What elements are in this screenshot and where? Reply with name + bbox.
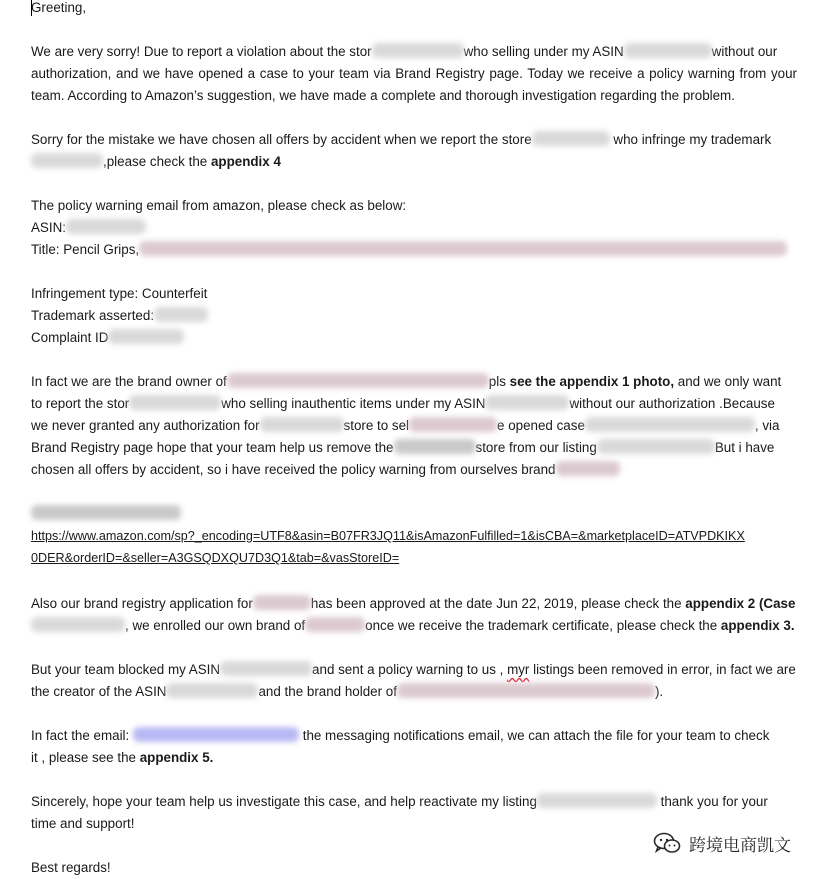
text-segment: Sorry for the mistake we have chosen all offers by accident when we report the store <box>31 132 532 147</box>
redacted-block <box>397 683 655 698</box>
redacted-block <box>485 395 569 410</box>
redacted-block <box>227 373 489 388</box>
paragraph-6-line-1 <box>31 593 797 615</box>
redacted-block <box>66 219 146 234</box>
text-segment: to report the stor <box>31 396 130 411</box>
wechat-logo-icon <box>653 832 681 854</box>
redacted-block <box>597 439 715 454</box>
watermark-text: 跨境电商凯文 <box>689 835 791 856</box>
text-segment: In fact we are the brand owner of <box>31 374 227 389</box>
redacted-block <box>394 439 476 454</box>
paragraph-1-line-1 <box>31 41 797 63</box>
text-segment: Sincerely, hope your team help us investigate this case, and help reactivate my listing <box>31 794 537 809</box>
redacted-block <box>108 329 184 344</box>
paragraph-2-line-2 <box>31 151 797 173</box>
text-segment: and we only want <box>674 374 782 389</box>
text-segment: pls <box>488 374 510 389</box>
text-segment: store from our listing <box>475 440 597 455</box>
text-segment: the messaging notifications email, we can attach the file for your team to check <box>302 728 770 743</box>
redacted-block <box>624 43 712 58</box>
text-segment: authorization, and we have opened a case to your team via Brand Registry page. Today we receive a policy warning from your <box>31 66 797 81</box>
redacted-block <box>260 417 344 432</box>
redacted-block <box>409 417 497 432</box>
text-segment: and sent a policy warning to us , <box>312 662 508 677</box>
text-segment: who selling under my ASIN <box>463 44 624 59</box>
text-segment: has been approved at the date Jun 22, 2019, please check the <box>310 596 686 611</box>
text-segment: Title: Pencil Grips, <box>31 242 140 257</box>
redacted-block <box>31 617 125 632</box>
asin-line <box>31 217 797 239</box>
closing-line <box>31 857 797 879</box>
text-segment: once we receive the trademark certificate, please check the <box>365 618 721 633</box>
infringement-type-line <box>31 283 797 305</box>
redacted-block <box>166 683 258 698</box>
text-segment: Also our brand registry application for <box>31 596 253 611</box>
redacted-block <box>129 395 221 410</box>
greeting-line <box>31 0 797 19</box>
text-segment: thank you for your <box>660 794 768 809</box>
store-url-line-2[interactable] <box>31 547 797 569</box>
paragraph-3-line-1 <box>31 195 797 217</box>
paragraph-2-line-1 <box>31 129 797 151</box>
text-segment: Trademark asserted: <box>31 308 155 323</box>
text-segment: time and support! <box>31 816 135 831</box>
paragraph-7-line-2 <box>31 681 797 703</box>
redacted-block <box>31 505 181 520</box>
text-segment: Infringement type: Counterfeit <box>31 286 208 301</box>
text-segment: listings been removed in error, in fact we are <box>529 662 796 677</box>
complaint-id-line <box>31 327 797 349</box>
text-segment: team. According to Amazon’s suggestion, we have made a complete and thorough investigation regarding the problem. <box>31 88 735 103</box>
redacted-block <box>305 617 365 632</box>
text-segment: store to sel <box>343 418 410 433</box>
text-segment: ASIN: <box>31 220 66 235</box>
store-url-link-continued[interactable]: 0DER&orderID=&seller=A3GSQDXQU7D3Q1&tab=&vasStoreID= <box>31 551 400 565</box>
redacted-block <box>585 417 755 432</box>
text-segment: Brand Registry page hope that your team help us remove the <box>31 440 394 455</box>
redacted-block <box>220 661 312 676</box>
redacted-block <box>537 793 657 808</box>
text-segment: we never granted any authorization for <box>31 418 260 433</box>
appendix-reference: appendix 5. <box>139 750 214 765</box>
paragraph-1-line-2 <box>31 63 797 85</box>
text-segment: We are very sorry! Due to report a violation about the stor <box>31 44 372 59</box>
redacted-block <box>139 241 787 256</box>
text-segment: the creator of the ASIN <box>31 684 167 699</box>
paragraph-8-line-1 <box>31 725 797 747</box>
redacted-block <box>372 43 464 58</box>
redacted-block <box>532 131 610 146</box>
paragraph-9-line-1 <box>31 791 797 813</box>
text-segment: who selling inauthentic items under my ASIN <box>221 396 486 411</box>
misspelled-word: myr <box>507 662 530 677</box>
text-segment: e opened case <box>497 418 585 433</box>
paragraph-4-line-5 <box>31 459 797 481</box>
text-segment: who infringe my trademark <box>613 132 772 147</box>
title-line <box>31 239 797 261</box>
text-segment: without our authorization .Because <box>569 396 775 411</box>
text-segment: , via <box>754 418 780 433</box>
redacted-block <box>154 307 208 322</box>
paragraph-4-line-1 <box>31 371 797 393</box>
store-link-label-line <box>31 503 797 525</box>
appendix-reference: appendix 2 (Case <box>685 596 796 611</box>
paragraph-4-line-3 <box>31 415 797 437</box>
text-segment: Complaint ID <box>31 330 109 345</box>
text-segment: , we enrolled our own brand of <box>125 618 306 633</box>
text-segment: Best regards! <box>31 860 111 875</box>
text-segment: chosen all offers by accident, so i have received the policy warning from ourselves brand <box>31 462 556 477</box>
text-segment: without our <box>711 44 778 59</box>
redacted-email <box>133 727 299 742</box>
appendix-reference: appendix 3. <box>720 618 795 633</box>
watermark <box>653 830 791 856</box>
store-url-line-1[interactable] <box>31 525 797 547</box>
paragraph-1-line-3 <box>31 85 797 107</box>
redacted-block <box>253 595 311 610</box>
text-segment: it , please see the <box>31 750 140 765</box>
paragraph-4-line-4 <box>31 437 797 459</box>
text-segment: ). <box>654 684 664 699</box>
redacted-block <box>31 153 103 168</box>
paragraph-4-line-2 <box>31 393 797 415</box>
appendix-reference: see the appendix 1 photo, <box>509 374 675 389</box>
text-segment: The policy warning email from amazon, please check as below: <box>31 198 407 213</box>
paragraph-7-line-1 <box>31 659 797 681</box>
store-url-link[interactable]: https://www.amazon.com/sp?_encoding=UTF8&asin=B07FR3JQ11&isAmazonFulfilled=1&isCBA=&marketplaceID=ATVPDKIKX <box>31 529 745 543</box>
greeting-text: Greeting, <box>31 0 87 15</box>
trademark-line <box>31 305 797 327</box>
text-segment: and the brand holder of <box>258 684 397 699</box>
text-segment: But your team blocked my ASIN <box>31 662 221 677</box>
text-segment: ,please check the <box>103 154 211 169</box>
text-segment: But i have <box>714 440 775 455</box>
paragraph-8-line-2 <box>31 747 797 769</box>
redacted-block <box>556 461 620 476</box>
appendix-reference: appendix 4 <box>210 154 281 169</box>
paragraph-6-line-2 <box>31 615 797 637</box>
text-segment: In fact the email: <box>31 728 130 743</box>
